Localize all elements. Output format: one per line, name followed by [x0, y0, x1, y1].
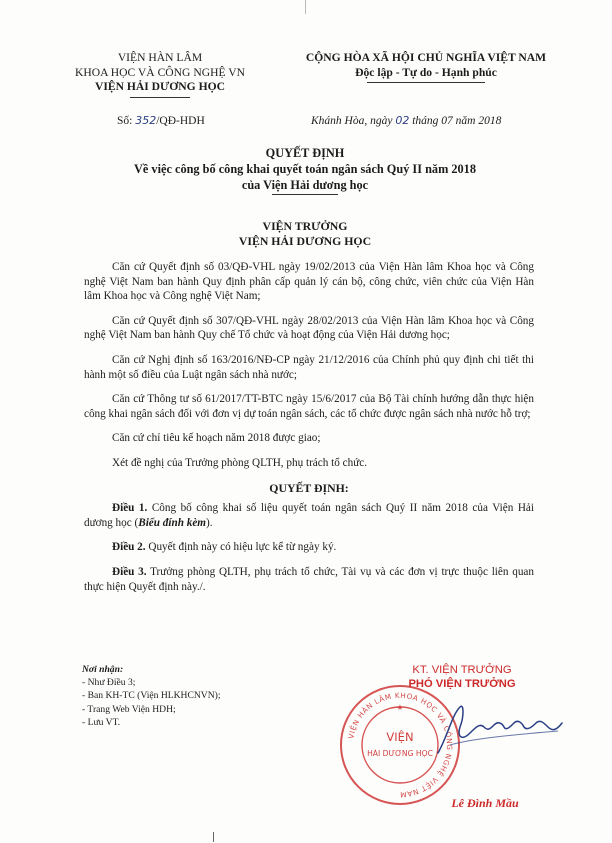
decision-title-main: QUYẾT ĐỊNH: [265, 146, 345, 160]
decision-subject-line-2: của Viện Hải dương học: [241, 178, 369, 192]
issuer-block: [190, 219, 420, 248]
recipient-item: - Như Điều 3;: [82, 677, 136, 689]
place-date: [311, 114, 501, 127]
article-1: [84, 501, 534, 530]
basis-paragraph-5: Căn cứ chỉ tiêu kế hoạch năm 2018 được giao;: [112, 432, 321, 445]
decision-heading: QUYẾT ĐỊNH:: [269, 480, 349, 495]
place-date-part2: tháng 07 năm 2018: [409, 115, 502, 127]
stamp-center-line-2: HẢI DƯƠNG HỌC: [367, 749, 433, 758]
national-header: [292, 51, 560, 83]
recipient-item: - Ban KH-TC (Viện HLKHCNVN);: [82, 690, 221, 702]
decision-subject-line-1: Về việc công bố công khai quyết toán ngân sách Quý II năm 2018: [134, 162, 476, 176]
agency-line-2: KHOA HỌC VÀ CÔNG NGHỆ VN: [75, 65, 245, 79]
stamp-ring-text: VIỆN HÀN LÂM KHOA HỌC VÀ CÔNG NGHỆ VIỆT NAM: [346, 690, 455, 800]
document-number-prefix: Số:: [117, 115, 136, 127]
article-1-attachment: Biểu đính kèm: [138, 516, 206, 529]
document-number: [117, 114, 205, 127]
place-date-day: 02: [395, 114, 410, 127]
decision-title: [90, 145, 520, 195]
signature-title-line-2: PHÓ VIỆN TRƯỞNG: [408, 678, 516, 690]
article-2-text: Quyết định này có hiệu lực kể từ ngày ký.: [145, 541, 337, 554]
document-number-suffix: /QĐ-HDH: [156, 115, 205, 127]
stamp-center-line-1: VIỆN: [386, 730, 414, 744]
article-3-text: Trưởng phòng QLTH, phụ trách tổ chức, Tài vụ và các đơn vị trực thuộc liên quan thực hiện Quyết định này./.: [84, 565, 534, 593]
agency-line-3: VIỆN HẢI DƯƠNG HỌC: [94, 80, 225, 93]
article-1-text: Công bố công khai số liệu quyết toán ngân sách Quý II năm 2018 của Viện Hải dương học (: [84, 502, 535, 529]
signature-title-line-1: KT. VIỆN TRƯỞNG: [412, 664, 512, 676]
title-underline: [272, 194, 338, 195]
recipients-label: Nơi nhận:: [82, 664, 124, 675]
article-2: [84, 540, 534, 555]
document-number-value: 352: [135, 114, 157, 127]
recipient-item: - Trang Web Viện HDH;: [82, 703, 176, 715]
national-motto: Độc lập - Tự do - Hạnh phúc: [355, 65, 497, 79]
article-1-label: Điều 1.: [112, 502, 148, 515]
national-underline: [367, 82, 485, 83]
national-title: CỘNG HÒA XÃ HỘI CHỦ NGHĨA VIỆT NAM: [305, 51, 547, 64]
signer-name: Lê Đình Mầu: [451, 796, 519, 810]
recipient-item: - Lưu VT.: [82, 716, 121, 728]
basis-paragraph-4: Căn cứ Thông tư số 61/2017/TT-BTC ngày 15/6/2017 của Bộ Tài chính hướng dẫn thực hiện công khai ngân sách đối với đơn vị dự toán ngân sách, các tổ chức được ngân sách nhà nước hỗ trợ;: [84, 393, 534, 420]
basis-paragraph-6: Xét đề nghị của Trưởng phòng QLTH, phụ trách tổ chức.: [112, 456, 368, 469]
recipients-block: [82, 663, 302, 729]
agency-line-1: VIỆN HÀN LÂM: [117, 51, 203, 64]
agency-underline: [130, 97, 190, 98]
scan-mark-bottom: [213, 832, 214, 842]
basis-paragraph-3: Căn cứ Nghị định số 163/2016/NĐ-CP ngày 21/12/2016 của Chính phủ quy định chi tiết thi hành một số điều của Luật ngân sách nhà nước;: [84, 353, 534, 381]
basis-paragraph-1: Căn cứ Quyết định số 03/QĐ-VHL ngày 19/02/2013 của Viện Hàn lâm Khoa học và Công nghệ Việt Nam ban hành Quy định phân cấp quản lý cán bộ, công chức, viên chức của Viện Hàn lâm Khoa học và Công nghệ Việt Nam;: [84, 261, 534, 303]
agency-header: [60, 51, 260, 98]
basis-paragraph-2: Căn cứ Quyết định số 307/QĐ-VHL ngày 28/02/2013 của Viện Hàn lâm Khoa học và Công nghệ Việt Nam ban hành Quy chế Tổ chức và hoạt động của Viện Hải dương học;: [84, 314, 534, 342]
article-1-end: ).: [206, 516, 213, 529]
issuer-line-2: VIỆN HẢI DƯƠNG HỌC: [238, 233, 372, 248]
place-date-part1: Khánh Hòa, ngày: [311, 115, 396, 127]
article-3: [84, 565, 534, 594]
article-2-label: Điều 2.: [112, 541, 146, 554]
scan-mark-top: [305, 0, 306, 14]
issuer-line-1: VIỆN TRƯỞNG: [262, 219, 348, 233]
handwritten-signature: [430, 693, 570, 763]
stamp-star-icon: ★: [396, 703, 404, 712]
document-body: [84, 260, 534, 604]
article-3-label: Điều 3.: [112, 565, 147, 578]
